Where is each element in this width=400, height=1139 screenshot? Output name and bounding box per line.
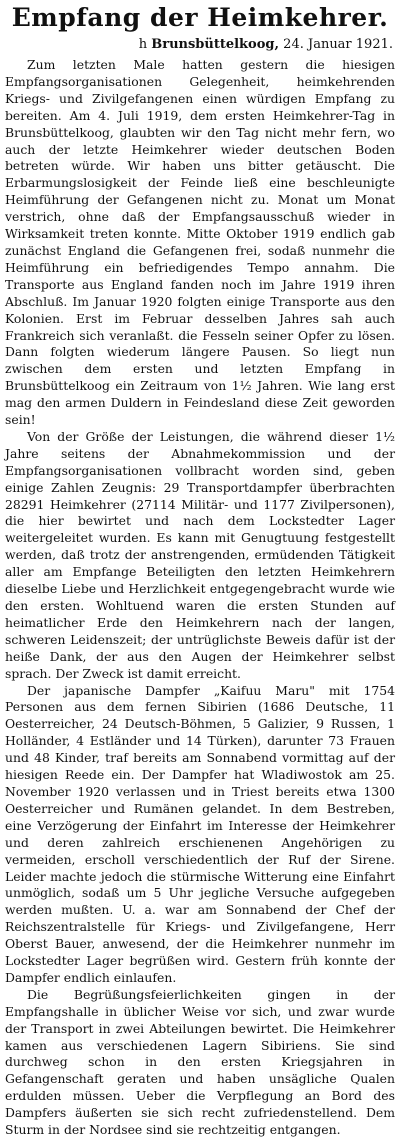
dateline-place: Brunsbüttelkoog,	[151, 37, 280, 52]
dateline-date: 24. Januar 1921.	[283, 37, 393, 52]
article-paragraph: Die Begrüßungsfeierlichkeiten gingen in der Empfangshalle in üblicher Weise vor sich, und zwar wurde der Transport in zwei Abteilungen bewirtet. Die Heimkehrer kamen aus verschiedenen Lagern Sibiriens. Sie sind durchweg schon in den ersten Kriegsjahren in Gefangenschaft geraten und haben unsägliche Qualen erdulden müssen. Ueber die Verpflegung an Bord des Dampfers äußerten sie sich recht zufriedenstellend. Dem Sturm in der Nordsee sind sie rechtzeitig entgangen.	[5, 986, 395, 1138]
dateline-prefix: h	[138, 37, 148, 52]
article-paragraph: Der japanische Dampfer „Kaifuu Maru" mit 1754 Personen aus dem fernen Sibirien (1686 Deutsche, 11 Oesterreicher, 24 Deutsch-Böhmen, 5 Galizier, 9 Russen, 1 Holländer, 4 Estländer und 14 Türken), darunter 73 Frauen und 48 Kinder, traf bereits am Sonnabend vormittag auf der hiesigen Reede ein. Der Dampfer hat Wladiwostok am 25. November 1920 verlassen und in Triest bereits etwa 1300 Oesterreicher und Rumänen gelandet. In dem Bestreben, eine Verzögerung der Einfahrt im Interesse der Heimkehrer und deren zahlreich erschienenen Angehörigen zu vermeiden, erscholl verschiedentlich der Ruf der Sirene. Leider machte jedoch die stürmische Witterung eine Einfahrt unmöglich, sodaß um 5 Uhr jegliche Versuche aufgegeben werden mußten. U. a. war am Sonnabend der Chef der Reichszentralstelle für Kriegs- und Zivilgefangene, Herr Oberst Bauer, anwesend, der die Heimkehrer nunmehr im Lockstedter Lager begrüßen wird. Gestern früh konnte der Dampfer endlich einlaufen.	[5, 682, 395, 985]
article-paragraph: Von der Größe der Leistungen, die während dieser 1½ Jahre seitens der Abnahmekommission und der Empfangsorganisationen vollbracht worden sind, geben einige Zahlen Zeugnis: 29 Transportdampfer überbrachten 28291 Heimkehrer (27114 Militär- und 1177 Zivilpersonen), die hier bewirtet und nach dem Lockstedter Lager weitergeleitet wurden. Es kann mit Genugtuung festgestellt werden, daß trotz der anstrengenden, ermüdenden Tätigkeit aller am Empfange Beteiligten den letzten Heimkehrern dieselbe Liebe und Herzlichkeit entgegengebracht wurde wie den ersten. Wohltuend waren die ersten Stunden auf heimatlicher Erde den Heimkehrern nach der langen, schweren Leidenszeit; der untrüglichste Beweis dafür ist der heiße Dank, der aus den Augen der Heimkehrer selbst sprach. Der Zweck ist damit erreicht.	[5, 428, 395, 681]
article-headline: Empfang der Heimkehrer.	[11, 3, 389, 32]
article-paragraph: Zum letzten Male hatten gestern die hiesigen Empfangsorganisationen Gelegenheit, heimkehrenden Kriegs- und Zivilgefangenen einen würdigen Empfang zu bereiten. Am 4. Juli 1919, dem ersten Heimkehrer-Tag in Brunsbüttelkoog, glaubten wir den Tag nicht mehr fern, wo auch der letzte Heimkehrer wieder deutschen Boden betreten würde. Wir haben uns bitter getäuscht. Die Erbarmungslosigkeit der Feinde ließ eine beschleunigte Heimführung der Gefangenen nicht zu. Monat um Monat verstrich, ohne daß der Empfangsausschuß wieder in Wirksamkeit treten konnte. Mitte Oktober 1919 endlich gab zunächst England die Gefangenen frei, sodaß nunmehr die Heimführung ein befriedigendes Tempo annahm. Die Transporte aus England fanden noch im Jahre 1919 ihren Abschluß. Im Januar 1920 folgten einige Transporte aus den Kolonien. Erst im Februar desselben Jahres sah auch Frankreich sich veranlaßt. die Fesseln seiner Opfer zu lösen. Dann folgten wiederum längere Pausen. So liegt nun zwischen dem ersten und letzten Empfang in Brunsbüttelkoog ein Zeitraum von 1½ Jahren. Wie lang erst mag den armen Duldern in Feindesland diese Zeit geworden sein!	[5, 57, 395, 428]
article-dateline	[5, 37, 395, 53]
